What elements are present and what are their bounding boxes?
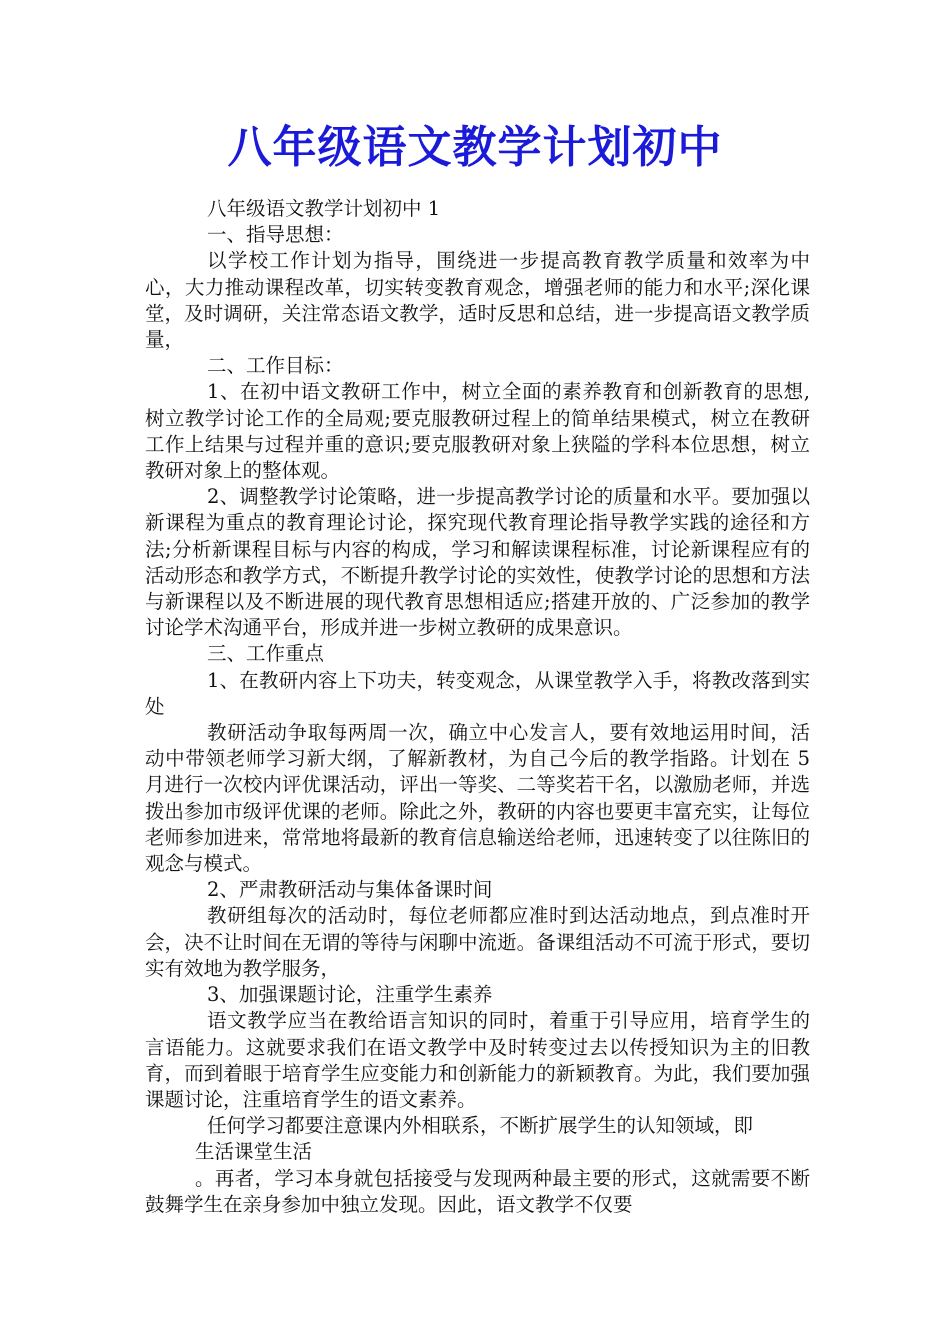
paragraph: 三、工作重点 xyxy=(207,642,325,666)
paragraph: 1、在教研内容上下功夫，转变观念，从课堂教学入手，将教改落到实处 xyxy=(145,668,810,718)
paragraph: 二、工作目标： xyxy=(207,354,344,378)
paragraph: 1、在初中语文教研工作中，树立全面的素养教育和创新教育的思想,树立教学讨论工作的全局观;要克服教研过程上的简单结果模式，树立在教研工作上结果与过程并重的意识;要克服教研对象上狭隘的学科本位思想，树立教研对象上的整体观。 xyxy=(145,380,810,483)
paragraph: 八年级语文教学计划初中 1 xyxy=(207,197,441,220)
paragraph: 教研组每次的活动时，每位老师都应准时到达活动地点，到点准时开会，决不让时间在无谓的等待与闲聊中流逝。备课组活动不可流于形式，要切实有效地为教学服务， xyxy=(145,904,810,980)
paragraph: 3、加强课题讨论，注重学生素养 xyxy=(207,983,493,1007)
paragraph: 任何学习都要注意课内外相联系，不断扩展学生的认知领域，即 xyxy=(207,1114,754,1138)
paragraph: 以学校工作计划为指导，围绕进一步提高教育教学质量和效率为中心，大力推动课程改革，切实转变教育观念，增强老师的能力和水平;深化课堂，及时调研，关注常态语文教学，适时反思和总结，进一步提高语文教学质量， xyxy=(145,249,810,352)
paragraph: 2、严肃教研活动与集体备课时间 xyxy=(207,878,493,902)
document-body xyxy=(145,196,810,1218)
document-title: 八年级语文教学计划初中 xyxy=(227,122,723,173)
paragraph: 一、指导思想： xyxy=(207,223,344,247)
paragraph: 2、调整教学讨论策略，进一步提高教学讨论的质量和水平。要加强以新课程为重点的教育理论讨论，探究现代教育理论指导教学实践的途径和方法;分析新课程目标与内容的构成，学习和解读课程标准，讨论新课程应有的活动形态和教学方式，不断提升教学讨论的实效性，使教学讨论的思想和方法与新课程以及不断进展的现代教育思想相适应;搭建开放的、广泛参加的教学讨论学术沟通平台，形成并进一步树立教研的成果意识。 xyxy=(145,485,810,640)
paragraph: 语文教学应当在教给语言知识的同时，着重于引导应用，培育学生的言语能力。这就要求我们在语文教学中及时转变过去以传授知识为主的旧教育，而到着眼于培育学生应变能力和创新能力的新颖教育。为此，我们要加强课题讨论，注重培育学生的语文素养。 xyxy=(145,1009,810,1111)
paragraph: 生活课堂生活 xyxy=(195,1140,313,1164)
paragraph: 。再者，学习本身就包括接受与发现两种最主要的形式，这就需要不断鼓舞学生在亲身参加中独立发现。因此，语文教学不仅要 xyxy=(145,1166,810,1216)
paragraph: 教研活动争取每两周一次，确立中心发言人，要有效地运用时间，活动中带领老师学习新大纲，了解新教材，为自己今后的教学指路。计划在 5 月进行一次校内评优课活动，评出一等奖、二等奖若干名，以激励老师，并选拨出参加市级评优课的老师。除此之外，教研的内容也要更丰富充实，让每位老师参加进来，常常地将最新的教育信息输送给老师，迅速转变了以往陈旧的观念与模式。 xyxy=(145,721,810,876)
